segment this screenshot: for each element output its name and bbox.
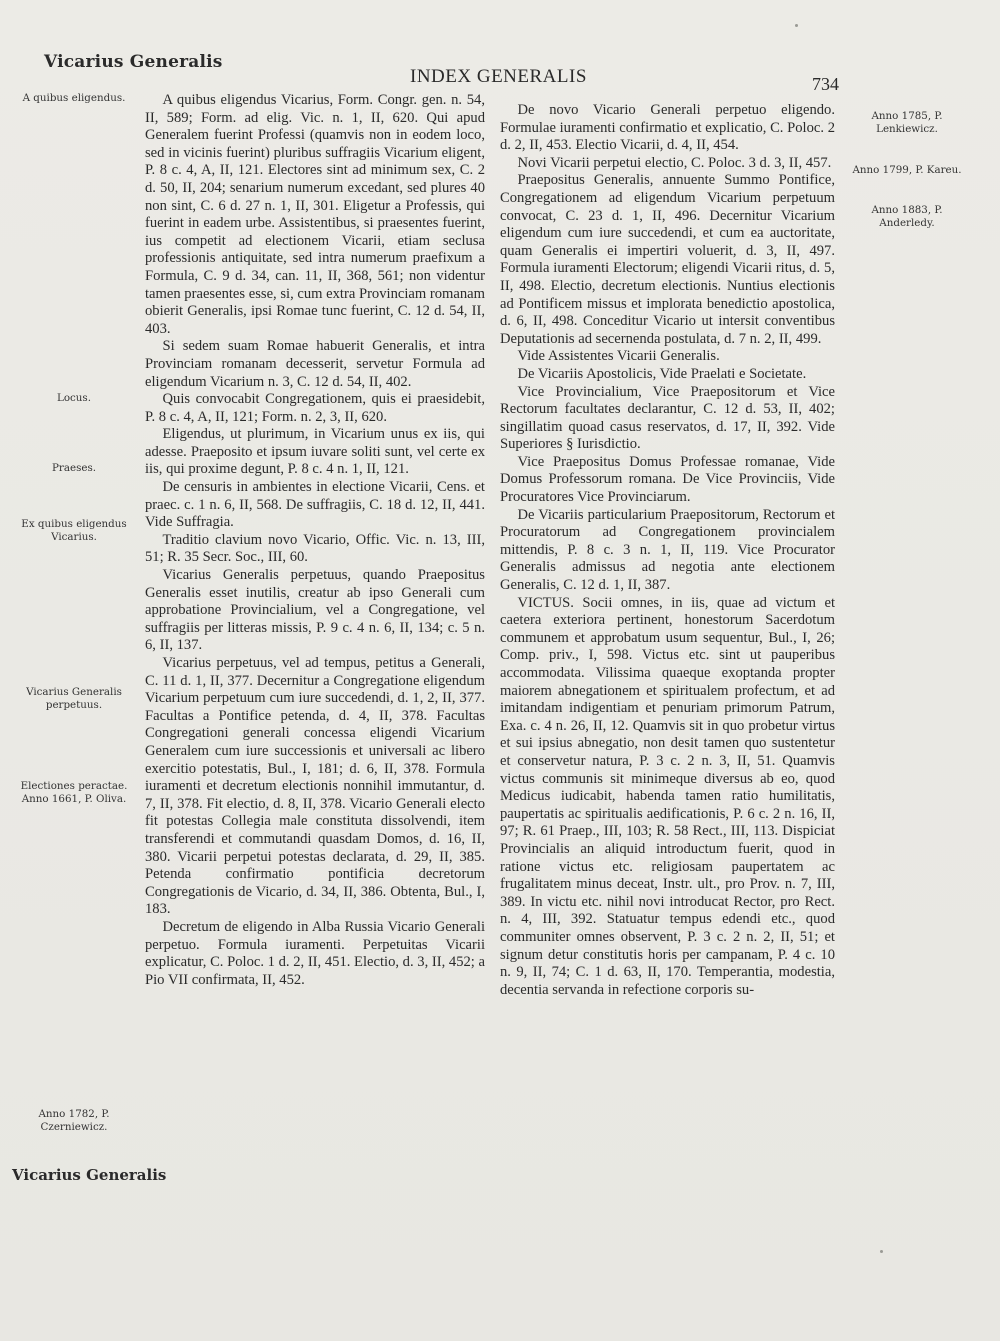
entry-paragraph: De novo Vicario Generali perpetuo eligendo. Formulae iuramenti confirmatio et explicatio, C. Poloc. 2 d. 2, II, 453. Electio Vicarii, d. 4, II, 454. bbox=[500, 102, 835, 154]
entry-paragraph: Quis convocabit Congregationem, quis ei praesidebit, P. 8 c. 4, A, II, 121; Form. n. 2, 3, II, 620. bbox=[145, 391, 485, 425]
entry-paragraph: Praepositus Generalis, annuente Summo Pontifice, Congregationem ad eligendum Vicarium perpetuum convocat, C. 23 d. 1, II, 496. Decernitur Vicarium eligendum cum iure succedendi, et cum ea auctoritate, quam Generalis ei impertiri voluerit, d. 3, II, 497. Formula iuramenti Electorum; eligendi Vicarii ritus, d. 5, II, 498. Electio, decretum electionis. Nuntius electionis ad Pontificem missus et implorata benedictio apostolica, d. 6, II, 498. Conceditur Vicario ut intersit conventibus Deputationis ad secernenda postulata, d. 7 n. 2, II, 499. bbox=[500, 172, 835, 347]
entry-paragraph: De Vicariis particularium Praepositorum, Rectorum et Procuratorum ad Congregationem provincialem mittendis, P. 8 c. 3 n. 1, II, 119. Vice Procurator Generalis admissus ad negotia ante electionem Generalis, C. 12 d. 1, II, 387. bbox=[500, 506, 835, 594]
margin-note-praeses: Praeses. bbox=[51, 462, 97, 474]
entry-paragraph: Traditio clavium novo Vicario, Offic. Vic. n. 13, III, 51; R. 35 Secr. Soc., III, 60. bbox=[145, 531, 485, 566]
margin-note-a-quibus: A quibus eligendus. bbox=[22, 92, 126, 104]
entry-paragraph: Vicarius Generalis perpetuus, quando Praepositus Generalis esset inutilis, creatur ab ipso Generali cum approbatione Provincialium, vel a Congregatione, vel suffragiis per litteras missis, P. 9 c. 4 n. 6, II, 134; c. 5 n. 6, II, 137. bbox=[145, 567, 485, 654]
page-title: INDEX GENERALIS bbox=[410, 66, 587, 87]
margin-note-anno-1782: Anno 1782, P. Czerniewicz. bbox=[38, 1108, 110, 1133]
entry-paragraph: Eligendus, ut plurimum, in Vicarium unus ex iis, qui adesse. Praeposito et ipsum iuvare soliti sunt, vel certe ex iis, qui proxime degunt, P. 8 c. 4 n. 1, II, 121. bbox=[145, 426, 485, 478]
margin-note-anno-1785: Anno 1785, P. Lenkiewicz. bbox=[871, 110, 943, 135]
running-head-left: Vicarius Generalis bbox=[44, 52, 223, 72]
margin-note-vicarius-perpetuus: Vicarius Generalis perpetuus. bbox=[26, 686, 122, 711]
entry-paragraph: A quibus eligendus Vicarius, Form. Congr. gen. n. 54, II, 589; Form. ad elig. Vic. n. 1, II, 620. Qui apud Generalem fuerint Professi (quamvis non in eodem loco, sed in vicinis fuerint) pluribus suffragiis Vicarium eligent, P. 8 c. 4, A, II, 121. Electores sint ad minimum sex, C. 2 d. 50, II, 204; senarium numerum excedant, sed plures 40 non sint, C. 6 d. 27 n. 1, II, 301. Eligetur a Professis, qui fuerint in eadem urbe. Assistentibus, si praesentes fuerint, ius competit ad electionem Vicarii, etiam seclusa professionis antiquitate, sed intra numerum praefixum a Formula, C. 9 d. 34, can. 11, II, 368, 561; non videntur tamen praesentes esse, si, cum extra Provinciam romanam obierit Generalis, ipsi Romae tunc fuerint, C. 12 d. 54, II, 403. bbox=[145, 92, 486, 337]
margin-note-electiones: Electiones peractae. Anno 1661, P. Oliva. bbox=[20, 780, 128, 805]
right-column bbox=[500, 102, 835, 999]
running-head-bottom: Vicarius Generalis bbox=[12, 1166, 167, 1184]
entry-paragraph: Vice Provincialium, Vice Praepositorum et Vice Rectorum facultates declarantur, C. 12 d. 53, II, 402; singillatim quoad casus reservatos, d. 17, II, 392. Vide Superiores § Iurisdictio. bbox=[500, 383, 835, 453]
entry-paragraph: Decretum de eligendo in Alba Russia Vicario Generali perpetuo. Formula iuramenti. Perpetuitas Vicarii explicatur, C. Poloc. 1 d. 2, II, 451. Electio, d. 3, II, 452; a Pio VII confirmata, II, 452. bbox=[145, 918, 485, 988]
margin-note-anno-1799: Anno 1799, P. Kareu. bbox=[852, 164, 962, 176]
margin-note-ex-quibus: Ex quibus eligendus Vicarius. bbox=[21, 518, 127, 543]
entry-paragraph: De Vicariis Apostolicis, Vide Praelati e Societate. bbox=[517, 365, 807, 382]
paper-speck bbox=[795, 24, 798, 27]
page-number: 734 bbox=[812, 74, 839, 94]
paper-speck bbox=[880, 1250, 883, 1253]
entry-paragraph: VICTUS. Socii omnes, in iis, quae ad victum et caetera exteriora pertinent, honestorum Sacerdotum communem et approbatum usum sequentur, Bul., I, 26; Comp. priv., I, 598. Victus etc. sint ut pauperibus accommodata. Vilissima quaeque exoptanda propter maiorem abnegationem et spiritualem profectum, et ad imitandam indigentiam et penuriam primorum Patrum, Exa. c. 4 n. 26, II, 12. Quamvis sit in quo probetur virtus et sui ipsius abnegatio, non desit tamen quo sustentetur et conservetur natura, P. 3 c. 2 n. 3, II, 51. Quamvis victus communis sit minimeque diversus ab eo, quod Medicus iudicabit, habenda tamen ratio humilitatis, paupertatis ac spiritualis aedificationis, P. 6 c. 2 n. 16, II, 97; R. 61 Praep., III, 103; R. 58 Rect., III, 113. Dispiciat Provincialis an aliquid introductum fuerit, quod in ratione victus etc. religiosam paupertatem ac frugalitatem minus deceat, Instr. ult., pro Prov. n. 7, III, 389. In victu etc. nihil novi introducat Rector, pro Rect. n. 4, III, 392. Statuatur tempus edendi etc., quod communiter omnes observent, P. 3 c. 2 n. 2, II, 51; et signum detur constitutis horis per campanam, P. 4 c. 10 n. 9, II, 74; C. 1 d. 63, II, 170. Temperantia, modestia, decentia servanda in refectione corporis su- bbox=[500, 594, 835, 998]
entry-paragraph: Vide Assistentes Vicarii Generalis. bbox=[517, 348, 720, 365]
entry-paragraph: Vicarius perpetuus, vel ad tempus, petitus a Generali, C. 11 d. 1, II, 377. Decernitur a Congregatione eligendum Vicarium perpetuum cum iure succedendi, d. 1, 2, II, 377. Facultas a Pontifice petenda, d. 4, II, 378. Facultas Congregationi generali concessa eligendi Vicarium Generalem cum iure successionis et universali ac libero exercitio potestatis, Bul., I, 181; d. 6, II, 378. Formula iuramenti et decretum electionis nonnihil immutantur, d. 7, II, 378. Fit electio, d. 8, II, 378. Vicario Generali electo fit potestas Collegia male constituta dissolvendi, item transferendi et commutandi quasdam Domos, d. 16, II, 380. Vicarii perpetui potestas declarata, d. 29, II, 385. Petenda confirmatio pontificia decretorum Congregationis de Vicario, d. 34, II, 386. Obtenta, Bul., I, 183. bbox=[145, 655, 485, 918]
entry-paragraph: De censuris in ambientes in electione Vicarii, Cens. et praec. c. 1 n. 6, II, 568. De suffragiis, C. 18 d. 12, II, 441. Vide Suffragia. bbox=[145, 479, 485, 531]
entry-paragraph: Si sedem suam Romae habuerit Generalis, et intra Provinciam romanam decesserit, servetur Formula ad eligendum Vicarium n. 3, C. 12 d. 54, II, 402. bbox=[145, 338, 485, 390]
entry-paragraph: Novi Vicarii perpetui electio, C. Poloc. 3 d. 3, II, 457. bbox=[517, 154, 832, 171]
margin-note-locus: Locus. bbox=[57, 392, 91, 404]
entry-paragraph: Vice Praepositus Domus Professae romanae, Vide Domus Professorum romana. De Vice Provinciis, Vide Procuratores Vice Provinciarum. bbox=[500, 453, 835, 506]
margin-note-anno-1883: Anno 1883, P. Anderledy. bbox=[871, 204, 943, 229]
left-column bbox=[145, 92, 485, 989]
